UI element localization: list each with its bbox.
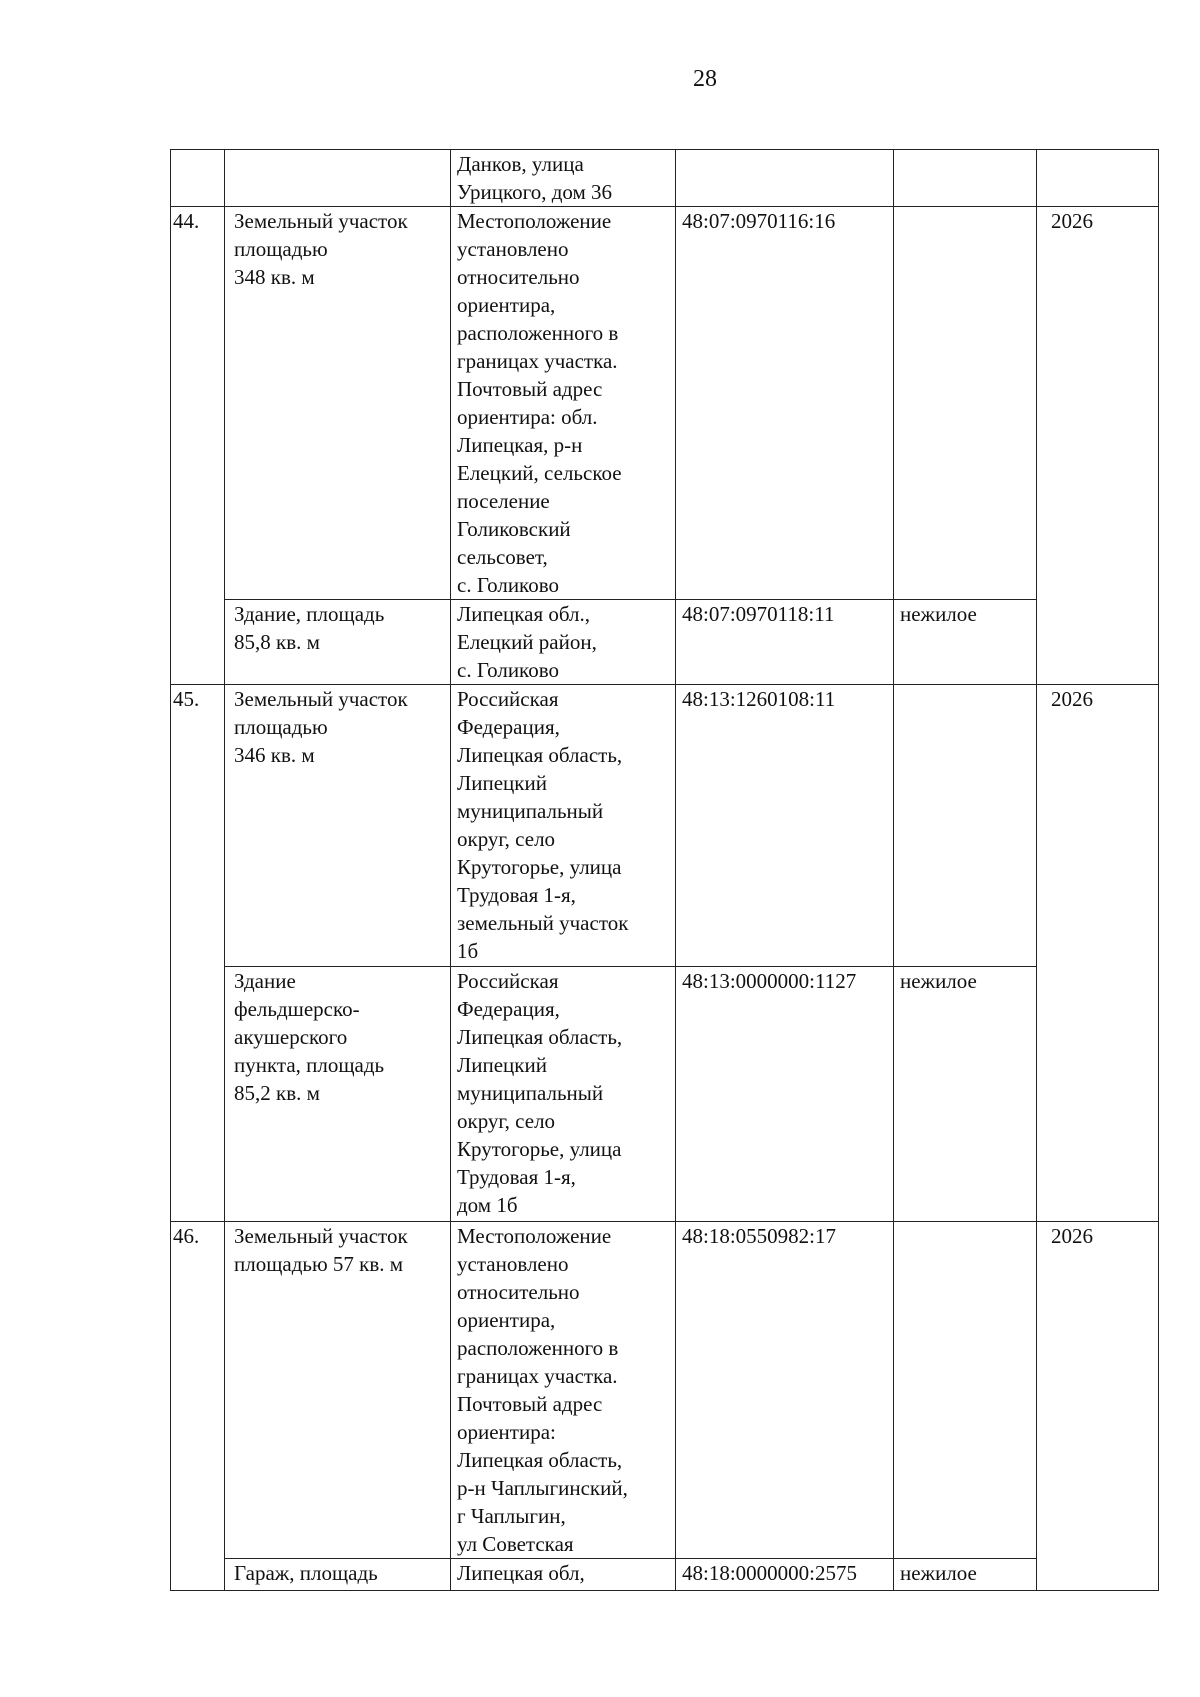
cadastral-number: 48:18:0000000:2575: [676, 1559, 894, 1591]
cell-address: Данков, улица Урицкого, дом 36: [451, 150, 676, 207]
object-name: Земельный участок площадью 57 кв. м: [225, 1222, 451, 1559]
object-address: Липецкая обл,: [451, 1559, 676, 1591]
object-type: [894, 685, 1037, 967]
cell-year: [1037, 150, 1159, 207]
continuation-row: [171, 150, 1159, 207]
table-row: [171, 967, 1159, 1222]
object-type: [894, 1222, 1037, 1559]
object-type: нежилое: [894, 967, 1037, 1222]
table-row: [171, 1559, 1159, 1591]
cell-num: [171, 150, 225, 207]
object-type: нежилое: [894, 600, 1037, 685]
object-name: Гараж, площадь: [225, 1559, 451, 1591]
cadastral-number: 48:18:0550982:17: [676, 1222, 894, 1559]
cell-type: [894, 150, 1037, 207]
cell-cadastral: [676, 150, 894, 207]
year: 2026: [1037, 207, 1159, 685]
year: 2026: [1037, 1222, 1159, 1591]
cadastral-number: 48:13:0000000:1127: [676, 967, 894, 1222]
object-type: [894, 207, 1037, 600]
table-row: [171, 1222, 1159, 1559]
table-row: [171, 685, 1159, 967]
cadastral-number: 48:13:1260108:11: [676, 685, 894, 967]
property-table: [170, 149, 1159, 1591]
object-address: Российская Федерация, Липецкая область, Липецкий муниципальный округ, село Крутогорье, улица Трудовая 1-я, земельный участок 1б: [451, 685, 676, 967]
object-name: Земельный участок площадью 348 кв. м: [225, 207, 451, 600]
page-number: 28: [693, 66, 717, 92]
object-address: Российская Федерация, Липецкая область, Липецкий муниципальный округ, село Крутогорье, улица Трудовая 1-я, дом 1б: [451, 967, 676, 1222]
table-row: [171, 600, 1159, 685]
cadastral-number: 48:07:0970118:11: [676, 600, 894, 685]
entry-number: 45.: [171, 685, 225, 1222]
cell-name: [225, 150, 451, 207]
year: 2026: [1037, 685, 1159, 1222]
table-row: [171, 207, 1159, 600]
object-name: Здание фельдшерско- акушерского пункта, площадь 85,2 кв. м: [225, 967, 451, 1222]
entry-number: 46.: [171, 1222, 225, 1591]
entry-number: 44.: [171, 207, 225, 685]
cadastral-number: 48:07:0970116:16: [676, 207, 894, 600]
object-name: Здание, площадь 85,8 кв. м: [225, 600, 451, 685]
object-name: Земельный участок площадью 346 кв. м: [225, 685, 451, 967]
object-type: нежилое: [894, 1559, 1037, 1591]
object-address: Местоположение установлено относительно ориентира, расположенного в границах участка. Почтовый адрес ориентира: обл. Липецкая, р-н Елецкий, сельское поселение Голиковский сельсовет, с. Голиково: [451, 207, 676, 600]
object-address: Местоположение установлено относительно ориентира, расположенного в границах участка. Почтовый адрес ориентира: Липецкая область, р-н Чаплыгинский, г Чаплыгин, ул Советская: [451, 1222, 676, 1559]
object-address: Липецкая обл., Елецкий район, с. Голиково: [451, 600, 676, 685]
